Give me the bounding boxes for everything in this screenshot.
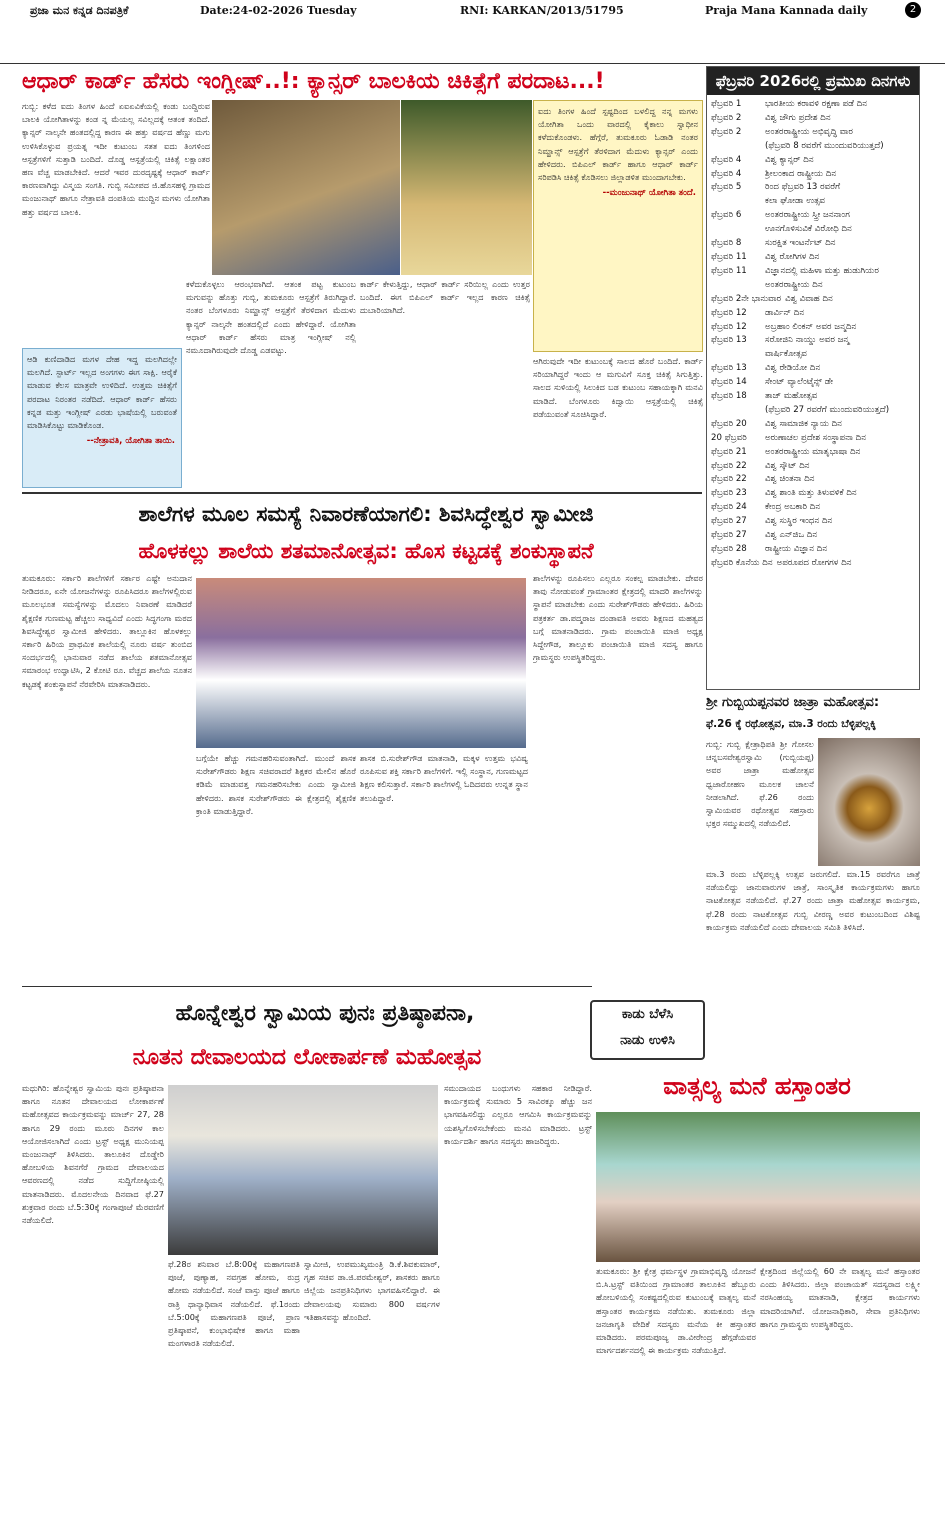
calendar-event: ವಿಶ್ವ ರೇಡಿಯೋ ದಿನ <box>765 363 821 374</box>
calendar-event: ಅಂತರರಾಷ್ಟ್ರೀಯ ಅಭಿವೃದ್ಧಿ ವಾರ <box>765 126 853 137</box>
story3-photo-deity <box>818 738 920 866</box>
story2-text-mid: ಬಗ್ಗೆಯೇ ಹೆಚ್ಚು ಗಮನಹರಿಸುವಂತಾಗಿದೆ. ಮುಂದೆ ಶಾಸಕ ಸುರೇಶ್‌ಗೌಡರು ಶಿಕ್ಷಣ ಸಚಿವರಾದರೆ ಶಿಕ್ಷಕರ ಮೇಲಿನ ಹೊರೆ ಕಡಿಮೆ ಮಾಡುವತ್ತ ಗಮನಹರಿಸಬೇಕು ಎಂದು ಸ್ವಾಮೀಜಿ ಹೇಳಿದರು. ಶಾಸಕ ಸುರೇಶ್‌ಗೌಡರು ಈ ಕ್ಷೇತ್ರದಲ್ಲಿ ಶೈಕ್ಷಣಿಕ ಕ್ರಾಂತಿ ಮಾಡುತ್ತಿದ್ದಾರೆ. <box>196 753 356 816</box>
story1-text-right: ಆಗಿರುವುದೇ ಇದೀ ಕುಟುಂಬಕ್ಕೆ ಸಾಲದ ಹೊರೆ ಬಂದಿದೆ. ಕಾರ್ಡ್ ಸರಿಯಾಗಿದ್ದರೆ ಇಂದು ಆ ಮಗುವಿಗೆ ಸೂಕ್ತ ಚಿಕಿತ್ಸೆ ಸಿಗುತ್ತಿತ್ತು. ಸಾಲದ ಸುಳಿಯಲ್ಲಿ ಸಿಲುಕಿದ ಬಡ ಕುಟುಂಬ ಸಹಾಯಕ್ಕಾಗಿ ಮನವಿ ಮಾಡಿದೆ. ಬೆಂಗಳೂರು ಕಿದ್ವಾಯಿ ಆಸ್ಪತ್ರೆಯಲ್ಲಿ ಚಿಕಿತ್ಸೆ ಪಡೆಯುವಂತೆ ಸೂಚಿಸಿದ್ದಾರೆ. <box>533 356 703 419</box>
story1-photo-girl <box>401 100 532 275</box>
calendar-event: ತಾಜ್ ಮಹೋತ್ಸವ <box>765 391 818 402</box>
calendar-row <box>711 237 915 251</box>
story2-headline1: ಶಾಲೆಗಳ ಮೂಲ ಸಮಸ್ಯೆ ನಿವಾರಣೆಯಾಗಲಿ: ಶಿವಸಿದ್ಧೇಶ್ವರ ಸ್ವಾಮೀಜಿ <box>138 502 594 526</box>
calendar-row <box>711 293 915 307</box>
calendar-event: ಕೇಂದ್ರ ಅಬಕಾರಿ ದಿನ <box>765 502 821 513</box>
story3-headline: ಶ್ರೀ ಗುಬ್ಬಿಯಪ್ಪನವರ ಜಾತ್ರಾ ಮಹೋತ್ಸವ: <box>706 695 880 710</box>
calendar-date: ಫೆಬ್ರವರಿ 27 <box>711 530 747 541</box>
calendar-row <box>711 376 915 390</box>
calendar-date: ಫೆಬ್ರವರಿ 5 <box>711 182 742 193</box>
calendar-event: ವಿಶ್ವ ಶಾಂತಿ ಮತ್ತು ತಿಳುವಳಿಕೆ ದಿನ <box>765 488 857 499</box>
calendar-date: ಫೆಬ್ರವರಿ ಕೊನೆಯ ದಿನ <box>711 557 773 568</box>
story2-text-left: ತುಮಕೂರು: ಸರ್ಕಾರಿ ಶಾಲೆಗಳಿಗೆ ಸರ್ಕಾರ ಎಷ್ಟೇ ಅನುದಾನ ನೀಡಿದರೂ, ಏನೇ ಯೋಜನೆಗಳನ್ನು ರೂಪಿಸಿದರೂ ಶಾಲೆಗಳಲ್ಲಿರುವ ಮೂಲಭೂತ ಸಮಸ್ಯೆಗಳನ್ನು ಮೊದಲು ನಿವಾರಣೆ ಮಾಡಿದರೆ ಶೈಕ್ಷಣಿಕ ಗುಣಮಟ್ಟ ಹೆಚ್ಚಲು ಸಾಧ್ಯವಿದೆ ಎಂದು ಸಿದ್ಧಗಂಗಾ ಮಠದ ಶಿವಸಿದ್ಧೇಶ್ವರ ಸ್ವಾಮೀಜಿ ಹೇಳಿದರು. ತಾಲ್ಲೂಕಿನ ಹೊಳಕಲ್ಲು ಸರ್ಕಾರಿ ಹಿರಿಯ ಪ್ರಾಥಮಿಕ ಶಾಲೆಯಲ್ಲಿ ನೂರು ವರ್ಷ ತುಂಬಿದ ಸಂದರ್ಭದಲ್ಲಿ ಭಾನುವಾರ ನಡೆದ ಶಾಲೆಯ ಶತಮಾನೋತ್ಸವ ಸಮಾರಂಭ ಉದ್ಘಾಟಿಸಿ, 2 ಕೋಟಿ ರೂ. ವೆಚ್ಚದ ಶಾಲೆಯ ನೂತನ ಕಟ್ಟಡಕ್ಕೆ ಶಂಕುಸ್ಥಾಪನೆ ನೆರವೇರಿಸಿ ಮಾತನಾಡಿದರು. <box>22 573 192 689</box>
calendar-event: (ಫೆಬ್ರವರಿ 27 ರವರೆಗೆ ಮುಂದುವರಿಯುತ್ತದೆ) <box>765 404 890 415</box>
calendar-event: ವಾರ್ಷಿಕೋತ್ಸವ <box>765 349 807 360</box>
calendar-date: ಫೆಬ್ರವರಿ 12 <box>711 307 747 318</box>
story1-inset-right-text: ಐದು ತಿಂಗಳ ಹಿಂದೆ ಸ್ಪಷ್ಟದಿಂದ ಬಳಲಿದ್ದ ನನ್ನ ಮಗಳು ಯೋಗಿತಾ ಒಂದು ವಾರದಲ್ಲಿ ಕೈಕಾಲು ಸ್ವಾಧೀನ ಕಳೆದುಕೊಂಡಳು. ಹೆಗ್ಗೆರೆ, ತುಮಕೂರು ಓಡಾಡಿ ನಂತರ ನಿಮ್ಹಾನ್ಸ್ ಆಸ್ಪತ್ರೆಗೆ ತೆರಳಿದಾಗ ಮೆದುಳು ಕ್ಯಾನ್ಸರ್ ಎಂದು ಹೇಳಿದರು. ಬಿಪಿಎಲ್ ಕಾರ್ಡ್ ಹಾಗೂ ಆಧಾರ್ ಕಾರ್ಡ್ ಸರಿಪಡಿಸಿ ಚಿಕಿತ್ಸೆ ಕೊಡಿಸಲು ಜಿಲ್ಲಾಡಳಿತ ಮುಂದಾಗಬೇಕು. <box>538 106 698 183</box>
calendar-row <box>711 334 915 348</box>
slogan-line2: ನಾಡು ಉಳಿಸಿ <box>620 1033 675 1048</box>
calendar-date: ಫೆಬ್ರವರಿ 4 <box>711 154 742 165</box>
story1-text-left: ಗುಬ್ಬಿ: ಕಳೆದ ಐದು ತಿಂಗಳ ಹಿಂದೆ ಏಐಏವಿಕೆಯಲ್ಲಿ ಕಂಡು ಬಂದ್ದಿರುವ ಬಾಲಕಿ ಯೋಗಿತಾಳನ್ನು ಕಂಡ ನ್ನ ಮೆಯಲ್ಲ ಸವಿಲ್ಲದಕ್ಕೆ ಆತಂಕ ತಂದಿದೆ. ಕ್ಯಾನ್ಸರ್ ನಾಲ್ಕನೇ ಹಂತದಲ್ಲಿದ್ದ ಕಾರಣ ಈ ಹತ್ತು ವರ್ಷದ ಹೆಣ್ಣು ಮಗು ಉಳಿಸಿಕೊಳ್ಳುವ ಪ್ರಯತ್ನ ಇದೀ ಕುಟುಂಬ ಸತತ ಐದು ತಿಂಗಳಿಂದ ಆಸ್ಪತ್ರೆಗಳಿಗೆ ಸುತ್ತಾಡಿ ಬಂದಿದೆ. ದೊಡ್ಡ ಆಸ್ಪತ್ರೆಯಲ್ಲಿ ಚಿಕಿತ್ಸೆ ಲಕ್ಷಾಂತರ ಹಣ ವೆಚ್ಚ ಮಾಡಬೇಕಿದೆ. ಆದರೆ ಇವರ ದುರದೃಷ್ಟಕ್ಕೆ ಆಧಾರ್ ಕಾರ್ಡ್ ಕಾರಣವಾಗಿದ್ದು ವಿಸ್ಮಯ ಸಂಗತಿ. ಗುಬ್ಬಿ ಸಮೀಪದ ಜಿ.ಹೊಸಹಳ್ಳಿ ಗ್ರಾಮದ ಮಂಜುನಾಥ್ ಹಾಗೂ ನೇತ್ರಾವತಿ ದಂಪತಿಯ ಮುದ್ದಿನ ಮಗಳು ಯೋಗಿತಾ ಹತ್ತು ವರ್ಷದ ಬಾಲಕಿ. <box>22 101 210 217</box>
calendar-event: ವಿಶ್ವ ಜೌಗು ಪ್ರದೇಶ ದಿನ <box>765 112 831 123</box>
calendar-row <box>711 543 915 557</box>
calendar-date: ಫೆಬ್ರವರಿ 27 <box>711 516 747 527</box>
masthead <box>0 0 945 64</box>
calendar-event: ಅಬ್ರಹಾಂ ಲಿಂಕನ್ ಅವರ ಜನ್ಮದಿನ <box>765 321 857 332</box>
calendar-date <box>711 404 765 418</box>
masthead-rni: RNI: KARKAN/2013/51795 <box>460 4 624 17</box>
calendar-event: ಶ್ರೀಲಂಕಾದ ರಾಷ್ಟ್ರೀಯ ದಿನ <box>765 168 837 179</box>
calendar-event: ವಿಶ್ವ ರೋಗಿಗಳ ದಿನ <box>765 251 820 262</box>
calendar-row <box>711 168 915 182</box>
calendar-event: ವಿಶ್ವ ವಿವಾಹ ದಿನ <box>785 293 833 304</box>
story4-headline2: ನೂತನ ದೇವಾಲಯದ ಲೋಕಾರ್ಪಣೆ ಮಹೋತ್ಸವ <box>132 1045 482 1070</box>
calendar-date: ಫೆಬ್ರವರಿ 4 <box>711 168 742 179</box>
calendar-event: ಅಂತರರಾಷ್ಟ್ರೀಯ ದಿನ <box>765 279 823 290</box>
page-number: 2 <box>905 2 921 18</box>
calendar-event: ವಿಶ್ವ ಸ್ಕೌಟ್ ದಿನ <box>765 460 810 471</box>
calendar-row <box>711 348 915 362</box>
story4-photo <box>168 1085 438 1255</box>
calendar-event: ಊನಗೊಳಿಸುವಿಕೆ ವಿರೋಧಿ ದಿನ <box>765 224 852 235</box>
calendar-event: ಸರೋಜಿನಿ ನಾಯ್ಡು ಅವರ ಜನ್ಮ <box>765 335 850 346</box>
calendar-row <box>711 473 915 487</box>
calendar-box <box>706 66 920 690</box>
calendar-event: ವಿಜ್ಞಾನದಲ್ಲಿ ಮಹಿಳಾ ಮತ್ತು ಹುಡುಗಿಯರ <box>765 265 879 276</box>
calendar-date: ಫೆಬ್ರವರಿ 13 <box>711 335 747 346</box>
calendar-row <box>711 265 915 279</box>
story4-text-mid2: ಸ್ವಾಮೀಜಿ, ಉಪಮುಖ್ಯಮಂತ್ರಿ ಡಿ.ಕೆ.ಶಿವಕುಮಾರ್, ಗೃಹ ಸಚಿವ ಡಾ.ಜಿ.ಪರಮೇಶ್ವರ್, ಶಾಸಕರು ಹಾಗೂ ಜಿಲ್ಲೆಯ ಜನಪ್ರತಿನಿಧಿಗಳು ಭಾಗವಹಿಸಲಿದ್ದಾರೆ. ಈ ದೇವಾಲಯವು ಸುಮಾರು 800 ವರ್ಷಗಳ ಇತಿಹಾಸವನ್ನು ಹೊಂದಿದೆ. <box>304 1259 440 1322</box>
calendar-date <box>711 223 765 237</box>
calendar-event: ಅಂತರರಾಷ್ಟ್ರೀಯ ಮಾತೃಭಾಷಾ ದಿನ <box>765 446 861 457</box>
calendar-event: ವಿಶ್ವ ಚಿಂತನಾ ದಿನ <box>765 474 815 485</box>
masthead-date: Date:24-02-2026 Tuesday <box>200 4 357 17</box>
calendar-event: ಅರುಣಾಚಲ ಪ್ರದೇಶ ಸಂಸ್ಥಾಪನಾ ದಿನ <box>765 432 866 443</box>
story4-text-right: ಸಮುದಾಯದ ಬಂಧುಗಳು ಸಹಕಾರ ನೀಡಿದ್ದಾರೆ. ಕಾರ್ಯಕ್ರಮಕ್ಕೆ ಸುಮಾರು 5 ಸಾವಿರಕ್ಕೂ ಹೆಚ್ಚು ಜನ ಭಾಗವಹಿಸಲಿದ್ದು ಎಲ್ಲರೂ ಆಗಮಿಸಿ ಕಾರ್ಯಕ್ರಮವನ್ನು ಯಶಸ್ವಿಗೊಳಿಸಬೇಕೆಂದು ಮನವಿ ಮಾಡಿದರು. ಟ್ರಸ್ಟ್ ಕಾರ್ಯದರ್ಶಿ ಹಾಗೂ ಸದಸ್ಯರು ಹಾಜರಿದ್ದರು. <box>444 1083 592 1146</box>
story1-text-mid2: ಕಾರ್ಡ್ ಕೇಳುತ್ತಿದ್ದು, ಆಧಾರ್ ಕಾರ್ಡ್ ಸರಿಯಿಲ್ಲ ಎಂದು ಉತ್ತರ ಬಂದಿದೆ. ಈಗ ಬಿಪಿಎಲ್ ಕಾರ್ಡ್ ಇಲ್ಲದ ಕಾರಣ ಚಿಕಿತ್ಸೆ ದುಬಾರಿಯಾಗಿದೆ. <box>360 279 530 316</box>
story2-text-mid2: ಶಾಸಕ ಬಿ.ಸುರೇಶ್‌ಗೌಡ ಮಾತನಾಡಿ, ಮಕ್ಕಳ ಉತ್ತಮ ಭವಿಷ್ಯ ರೂಪಿಸುವ ಶಕ್ತಿ ಸರ್ಕಾರಿ ಶಾಲೆಗಳಿಗೆ. ಇಲ್ಲಿ ಸಂಸ್ಥಾನ, ಗುಣಮಟ್ಟದ ಶಿಕ್ಷಣ ಕಲಿಸುತ್ತಾರೆ. ಸರ್ಕಾರಿ ಶಾಲೆಗಳಲ್ಲಿ ಓದಿದವರು ಉನ್ನತ ಸ್ಥಾನ ತಲುಪಿದ್ದಾರೆ. <box>360 753 528 803</box>
calendar-date: ಫೆಬ್ರವರಿ 21 <box>711 446 747 457</box>
story1-headline: ಆಧಾರ್ ಕಾರ್ಡ್ ಹೆಸರು ಇಂಗ್ಲೀಷ್..!: ಕ್ಯಾನ್ಸರ್ ಬಾಲಕಿಯ ಚಿಕಿತ್ಸೆಗೆ ಪರದಾಟ...! <box>22 69 605 94</box>
calendar-row <box>711 112 915 126</box>
calendar-date: ಫೆಬ್ರವರಿ 1 <box>711 99 742 109</box>
story4-headline1: ಹೊನ್ನೇಶ್ವರ ಸ್ವಾಮಿಯ ಪುನಃ ಪ್ರತಿಷ್ಠಾಪನಾ, <box>175 1001 475 1026</box>
calendar-event: ವಿಶ್ವ ಸಾಮಾಜಿಕ ನ್ಯಾಯ ದಿನ <box>765 418 842 429</box>
calendar-date: ಫೆಬ್ರವರಿ 22 <box>711 460 747 471</box>
calendar-row <box>711 460 915 474</box>
calendar-event: ವಿಶ್ವ ಎನ್‌ಜಿಒ ದಿನ <box>765 530 818 541</box>
story5-text-right: ಕ್ಷೇತ್ರದಿಂದ ಜಿಲ್ಲೆಯಲ್ಲಿ 60 ನೇ ವಾತ್ಸಲ್ಯ ಮನೆ ಹಸ್ತಾಂತರ ಎಂದು ತಿಳಿಸಿದರು. ಜಿಲ್ಲಾ ಪಂಚಾಯತ್ ಸದಸ್ಯರಾದ ಲಕ್ಷ್ಮೀ ನರಸಿಂಹಯ್ಯ ಮಾತನಾಡಿ, ಕ್ಷೇತ್ರದ ಕಾರ್ಯಗಳು ಮಾದರಿಯಾಗಿವೆ. ಯೋಜನಾಧಿಕಾರಿ, ಸೇವಾ ಪ್ರತಿನಿಧಿಗಳು ಹಾಗೂ ಗ್ರಾಮಸ್ಥರು ಉಪಸ್ಥಿತರಿದ್ದರು. <box>760 1266 920 1329</box>
calendar-row <box>711 390 915 404</box>
calendar-date <box>711 348 765 362</box>
calendar-row <box>711 223 915 237</box>
calendar-row <box>711 126 915 140</box>
calendar-date: ಫೆಬ್ರವರಿ 18 <box>711 391 747 402</box>
calendar-date: ಫೆಬ್ರವರಿ 28 <box>711 544 747 554</box>
calendar-row <box>711 140 915 154</box>
calendar-row <box>711 154 915 168</box>
calendar-row <box>711 404 915 418</box>
calendar-row <box>711 529 915 543</box>
story4-text-left: ಮಧುಗಿರಿ: ಹೊನ್ನೇಶ್ವರ ಸ್ವಾಮಿಯ ಪುನಃ ಪ್ರತಿಷ್ಠಾಪನಾ ಹಾಗೂ ನೂತನ ದೇವಾಲಯದ ಲೋಕಾರ್ಪಣೆ ಮಹೋತ್ಸವದ ಕಾರ್ಯಕ್ರಮವನ್ನು ಮಾರ್ಚ್ 27, 28 ಹಾಗೂ 29 ರಂದು ಮೂರು ದಿನಗಳ ಕಾಲ ಆಯೋಜಿಸಲಾಗಿದೆ ಎಂದು ಟ್ರಸ್ಟ್ ಅಧ್ಯಕ್ಷ ಮುನಿಯಪ್ಪ ಮಂಜುನಾಥ್ ತಿಳಿಸಿದರು. ತಾಲೂಕಿನ ದೊಡ್ಡೇರಿ ಹೋಬಳಿಯ ಶಿವನಗೆರೆ ಗ್ರಾಮದ ದೇವಾಲಯದ ಆವರಣದಲ್ಲಿ ನಡೆದ ಸುದ್ದಿಗೋಷ್ಠಿಯಲ್ಲಿ ಮಾತನಾಡಿದರು. ಮೊದಲನೇಯ ದಿನವಾದ ಫೆ.27 ಶುಕ್ರವಾರ ರಂದು ಬೆ.5:30ಕ್ಕೆ ಗಂಗಾಪೂಜೆ ಮೆರವಣಿಗೆ ನಡೆಯಲಿದೆ. <box>22 1083 164 1226</box>
story5-photo <box>596 1112 920 1262</box>
masthead-logo: ಪ್ರಜಾ ಮನ ಕನ್ನಡ ದಿನಪತ್ರಿಕೆ <box>30 4 129 17</box>
calendar-date: ಫೆಬ್ರವರಿ 12 <box>711 321 747 332</box>
calendar-date: ಫೆಬ್ರವರಿ 2 <box>711 112 742 123</box>
calendar-event: ಸೇಂಟ್ ವ್ಯಾಲೆಂಟೈನ್ಸ್ ಡೇ <box>765 377 834 388</box>
story1-inset-left-sig: --ನೇತ್ರಾವತಿ, ಯೋಗಿತಾ ತಾಯಿ. <box>86 436 175 447</box>
slogan-line1: ಕಾಡು ಬೆಳೆಸಿ <box>621 1007 674 1022</box>
calendar-row <box>711 279 915 293</box>
calendar-date: ಫೆಬ್ರವರಿ 24 <box>711 502 747 513</box>
story2-headline2: ಹೊಳಕಲ್ಲು ಶಾಲೆಯ ಶತಮಾನೋತ್ಸವ: ಹೊಸ ಕಟ್ಟಡಕ್ಕೆ ಶಂಕುಸ್ಥಾಪನೆ <box>138 539 594 563</box>
calendar-date: ಫೆಬ್ರವರಿ 20 <box>711 418 747 429</box>
calendar-date: ಫೆಬ್ರವರಿ 14 <box>711 377 747 388</box>
calendar-row <box>711 195 915 209</box>
story5-headline: ವಾತ್ಸಲ್ಯ ಮನೆ ಹಸ್ತಾಂತರ <box>663 1072 851 1100</box>
story2-photo <box>196 578 526 748</box>
calendar-date: ಫೆಬ್ರವರಿ 11 <box>711 251 747 262</box>
story1-inset-right <box>533 100 703 352</box>
calendar-row <box>711 307 915 321</box>
calendar-row <box>711 321 915 335</box>
calendar-date: ಫೆಬ್ರವರಿ 23 <box>711 488 747 499</box>
calendar-date <box>711 140 765 154</box>
calendar-event: (ಫೆಬ್ರವರಿ 8 ರವರೆಗೆ ಮುಂದುವರಿಯುತ್ತದೆ) <box>765 140 884 151</box>
story1-inset-left-text: ಆಡಿ ಕುಣಿದಾಡಿದ ಮಗಳ ದೇಹ ಇದ್ದ ಮಲಗಿದಲ್ಲೇ ಮಲಗಿದೆ. ಸ್ಪಾರ್ಟ್ ಇಲ್ಲದ ಅಂಗಗಳು ಈಗ ಸಾಕ್ಷಿ. ಆರೈಕೆ ಮಾಡುವ ಕೆಲಸ ಮಾತ್ರವೇ ಉಳಿದಿದೆ. ಉತ್ತಮ ಚಿಕಿತ್ಸೆಗೆ ಪರದಾಟ ನಿರಂತರ ನಡೆದಿದೆ. ಆಧಾರ್ ಕಾರ್ಡ್ ಹೆಸರು ಕನ್ನಡ ಮತ್ತು ಇಂಗ್ಲೀಷ್ ಎರಡು ಭಾಷೆಯಲ್ಲಿ ಬರುವಂತೆ ಮಾಡಿಸಿಕೊಟ್ಟು ಮಾಡಿಕೊಂಡ. <box>27 354 177 431</box>
calendar-event: ಕಲಾ ಘೋಡಾ ಉತ್ಸವ <box>765 196 826 207</box>
story3-text2: ಮಾ.3 ರಂದು ಬೆಳ್ಳಿಪಲ್ಲಕ್ಕಿ ಉತ್ಸವ ಜರುಗಲಿದೆ. ಮಾ.15 ರವರೆಗೂ ಜಾತ್ರೆ ನಡೆಯಲಿದ್ದು ಜಾನುವಾರುಗಳ ಜಾತ್ರೆ, ಸಾಂಸ್ಕೃತಿಕ ಕಾರ್ಯಕ್ರಮಗಳು ಹಾಗೂ ನಾಟಕೋತ್ಸವ ನಡೆಯಲಿದೆ. ಫೆ.27 ರಂದು ಜಾತ್ರಾ ಮಹೋತ್ಸವ ಕಾರ್ಯಕ್ರಮ, ಫೆ.28 ರಂದು ನಾಟಕೋತ್ಸವ ಗುಬ್ಬಿ ವೀರಣ್ಣ ಅವರ ಕುಟುಂಬದಿಂದ ವಿಶಿಷ್ಟ ಕಾರ್ಯಕ್ರಮ ನಡೆಯಲಿದೆ ಎಂದು ದೇವಾಲಯ ಸಮಿತಿ ತಿಳಿಸಿದೆ. <box>706 869 920 932</box>
calendar-event: ವಿಶ್ವ ಕ್ಯಾನ್ಸರ್ ದಿನ <box>765 154 814 165</box>
calendar-date: ಫೆಬ್ರವರಿ 2ನೇ ಭಾನುವಾರ <box>711 293 782 304</box>
calendar-date: ಫೆಬ್ರವರಿ 6 <box>711 210 742 221</box>
calendar-event: ಭಾರತೀಯ ಕರಾವಳಿ ರಕ್ಷಣಾ ಪಡೆ ದಿನ <box>765 99 868 109</box>
story1-photo-mother <box>212 100 400 275</box>
calendar-row <box>711 432 915 446</box>
calendar-row <box>711 209 915 223</box>
slogan-box <box>590 1000 705 1060</box>
calendar-date <box>711 279 765 293</box>
calendar-date: ಫೆಬ್ರವರಿ 13 <box>711 363 747 374</box>
calendar-event: ಡಾರ್ವಿನ್ ದಿನ <box>765 307 805 318</box>
story4-text-mid: ಫೆ.28ರ ಶನಿವಾರ ಬೆ.8:00ಕ್ಕೆ ಮಹಾಗಣಪತಿ ಪೂಜೆ, ಪುಣ್ಯಾಹ, ನವಗ್ರಹ ಹೋಮ, ರುದ್ರ ಹೋಮ ನಡೆಯಲಿದೆ. ಸಂಜೆ ವಾಸ್ತು ಪೂಜೆ ಹಾಗೂ ರಾತ್ರಿ ಧಾನ್ಯಾಧಿವಾಸ ನಡೆಯಲಿದೆ. ಫೆ.1ರಂದು ಬೆ.5:00ಕ್ಕೆ ಮಹಾಗಣಪತಿ ಪೂಜೆ, ಪ್ರಾಣ ಪ್ರತಿಷ್ಠಾಪನೆ, ಕುಂಭಾಭಿಷೇಕ ಹಾಗೂ ಮಹಾ ಮಂಗಳಾರತಿ ನಡೆಯಲಿದೆ. <box>168 1259 300 1349</box>
calendar-row <box>711 418 915 432</box>
calendar-date: ಫೆಬ್ರವರಿ 2 <box>711 126 742 137</box>
calendar-row <box>711 501 915 515</box>
divider <box>22 986 592 987</box>
story1-inset-right-sig: --ಮಂಜುನಾಥ್ ಯೋಗಿತಾ ತಂದೆ. <box>602 188 696 199</box>
calendar-date: ಫೆಬ್ರವರಿ 8 <box>711 238 742 249</box>
calendar-row <box>711 251 915 265</box>
calendar-row <box>711 557 915 571</box>
story1-text-mid: ಕಳೆದುಕೊಳ್ಳಲು ಆರಂಭವಾಗಿದೆ. ಆತಂಕ ಪಟ್ಟ ಕುಟುಂಬ ಮಗುವನ್ನು ಹೊತ್ತು ಗುಬ್ಬಿ, ತುಮಕೂರು ಆಸ್ಪತ್ರೆಗೆ ತಿರುಗಿದ್ದಾರೆ. ನಂತರ ಬೆಂಗಳೂರು ನಿಮ್ಹಾನ್ಸ್ ಆಸ್ಪತ್ರೆಗೆ ತೆರಳಿದಾಗ ಮೆದುಳು ಕ್ಯಾನ್ಸರ್ ನಾಲ್ಕನೇ ಹಂತದಲ್ಲಿದೆ ಎಂದು ಹೇಳಿದ್ದಾರೆ. ಯೋಗಿತಾ ಆಧಾರ್ ಕಾರ್ಡ್ ಹೆಸರು ಮಾತ್ರ ಇಂಗ್ಲೀಷ್ ನಲ್ಲಿ ನಮೂದಾಗಿರುವುದೇ ದೊಡ್ಡ ಎಡವಟ್ಟು. <box>186 279 356 356</box>
calendar-row <box>711 487 915 501</box>
calendar-row <box>711 362 915 376</box>
calendar-date: ಫೆಬ್ರವರಿ 11 <box>711 265 747 276</box>
story3-subhead: ಫೆ.26 ಕ್ಕೆ ರಥೋತ್ಸವ, ಮಾ.3 ರಂದು ಬೆಳ್ಳಿಪಲ್ಲಕ್ಕಿ <box>706 718 876 730</box>
calendar-event: ರಾಷ್ಟ್ರೀಯ ವಿಜ್ಞಾನ ದಿನ <box>765 544 828 554</box>
calendar-event: ಅಂತರರಾಷ್ಟ್ರೀಯ ಸ್ತ್ರೀ ಜನನಾಂಗ <box>765 210 850 221</box>
story5-text-left: ತುಮಕೂರು: ಶ್ರೀ ಕ್ಷೇತ್ರ ಧರ್ಮಸ್ಥಳ ಗ್ರಾಮಾಭಿವೃದ್ಧಿ ಯೋಜನೆ ಬಿ.ಸಿ.ಟ್ರಸ್ಟ್ ವತಿಯಿಂದ ಗ್ರಾಮಾಂತರ ತಾಲೂಕಿನ ಹೆಬ್ಬೂರು ಹೋಬಳಿಯಲ್ಲಿ ಸಂಕಷ್ಟದಲ್ಲಿರುವ ಕುಟುಂಬಕ್ಕೆ ವಾತ್ಸಲ್ಯ ಮನೆ ಹಸ್ತಾಂತರ ಕಾರ್ಯಕ್ರಮ ನಡೆಯಿತು. ತುಮಕೂರು ಜಿಲ್ಲಾ ಜನಜಾಗೃತಿ ವೇದಿಕೆ ಸದಸ್ಯರು ಮನೆಯ ಕೀ ಹಸ್ತಾಂತರ ಮಾಡಿದರು. ಪರಮಪೂಜ್ಯ ಡಾ.ವೀರೇಂದ್ರ ಹೆಗ್ಗಡೆಯವರ ಮಾರ್ಗದರ್ಶನದಲ್ಲಿ ಈ ಕಾರ್ಯಕ್ರಮ ನಡೆಯುತ್ತಿದೆ. <box>596 1266 756 1356</box>
calendar-date: 20 ಫೆಬ್ರವರಿ <box>711 432 747 443</box>
calendar-date: ಫೆಬ್ರವರಿ 22 <box>711 474 747 485</box>
masthead-publication: Praja Mana Kannada daily <box>705 4 868 17</box>
story1-inset-left <box>22 348 182 488</box>
calendar-event: ಸುರಕ್ಷಿತ ಇಂಟರ್ನೆಟ್ ದಿನ <box>765 238 836 249</box>
story2-text-right: ಶಾಲೆಗಳನ್ನು ರೂಪಿಸಲು ಎಲ್ಲರೂ ಸಂಕಲ್ಪ ಮಾಡಬೇಕು. ದೇವರ ತಾವು ನೋಡುವಂತೆ ಗ್ರಾಮಾಂತರ ಕ್ಷೇತ್ರದಲ್ಲಿ ಮಾದರಿ ಶಾಲೆಗಳನ್ನು ಸ್ಥಾಪನೆ ಮಾಡಬೇಕು ಎಂದು ಸುರೇಶ್‌ಗೌಡರು ಹೇಳಿದರು. ಹಿರಿಯ ಪತ್ರಕರ್ತ ಡಾ.ಪದ್ಮರಾಜ ದಂಡಾವತಿ ಅವರು ಶಿಕ್ಷಣದ ಮಹತ್ವದ ಬಗ್ಗೆ ಮಾತನಾಡಿದರು. ಗ್ರಾಮ ಪಂಚಾಯಿತಿ ಮಾಜಿ ಅಧ್ಯಕ್ಷ ಸಿದ್ದೇಗೌಡ, ತಾಲ್ಲೂಕು ಪಂಚಾಯಿತಿ ಮಾಜಿ ಸದಸ್ಯ ಹಾಗೂ ಗ್ರಾಮಸ್ಥರು ಉಪಸ್ಥಿತರಿದ್ದರು. <box>533 573 703 663</box>
calendar-row <box>711 515 915 529</box>
calendar-event: ರಿಂದ ಫೆಬ್ರವರಿ 13 ರವರೆಗೆ <box>765 182 841 193</box>
calendar-row <box>711 98 915 112</box>
calendar-date <box>711 195 765 209</box>
calendar-row <box>711 181 915 195</box>
calendar-row <box>711 446 915 460</box>
calendar-event: ವಿಶ್ವ ಸುಸ್ಥಿರ ಇಂಧನ ದಿನ <box>765 516 833 527</box>
calendar-title: ಫೆಬ್ರವರಿ 2026ರಲ್ಲಿ ಪ್ರಮುಖ ದಿನಗಳು <box>707 67 919 95</box>
calendar-list <box>707 95 919 574</box>
story3-text1: ಗುಬ್ಬಿ: ಗುಬ್ಬಿ ಕ್ಷೇತ್ರಾಧಿಪತಿ ಶ್ರೀ ಗೋಸಲ ಚನ್ನಬಸವೇಶ್ವರಸ್ವಾಮಿ (ಗುಬ್ಬಿಯಪ್ಪ) ಅವರ ಜಾತ್ರಾ ಮಹೋತ್ಸವ ಧ್ವಜಾರೋಹಣ ಮೂಲಕ ಚಾಲನೆ ನೀಡಲಾಗಿದೆ. ಫೆ.26 ರಂದು ಸ್ವಾಮಿಯವರ ರಥೋತ್ಸವ ಸಹಸ್ರಾರು ಭಕ್ತರ ಸಮ್ಮುಖದಲ್ಲಿ ನಡೆಯಲಿದೆ. <box>706 739 814 829</box>
calendar-event: ಅಪರೂಪದ ರೋಗಗಳ ದಿನ <box>776 557 852 568</box>
divider <box>22 492 702 494</box>
